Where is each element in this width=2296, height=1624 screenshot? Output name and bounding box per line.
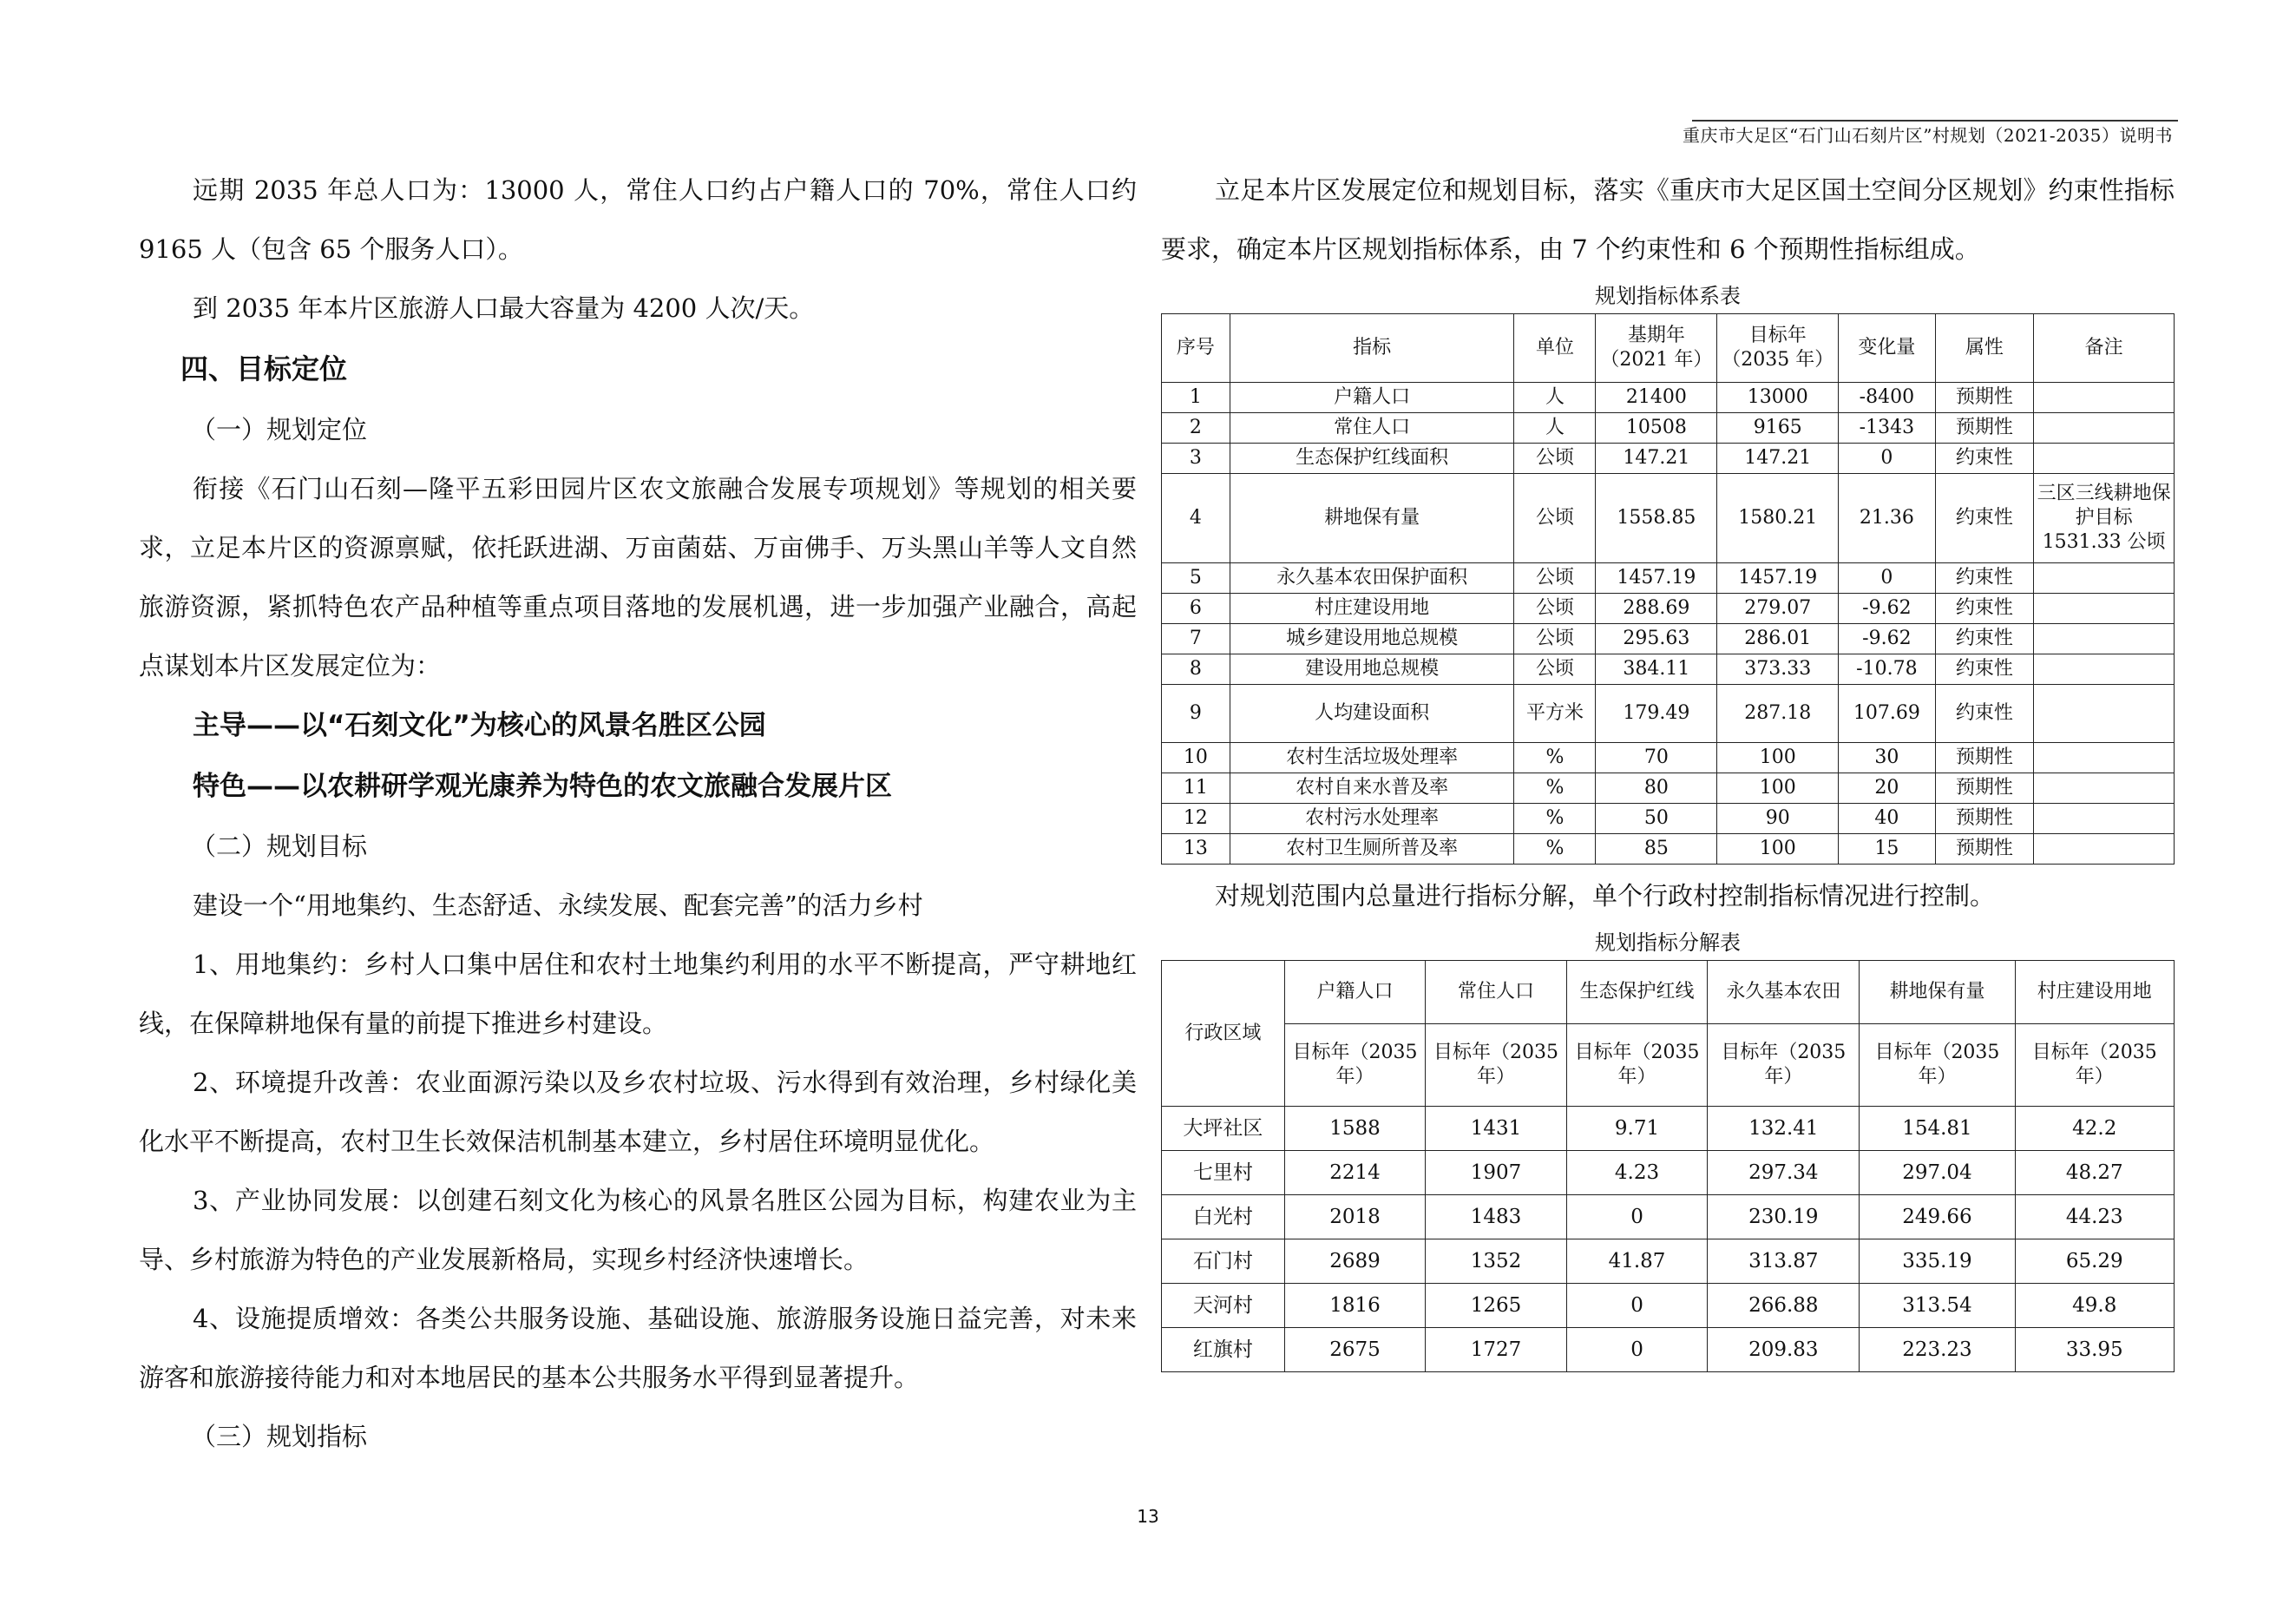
table1-cell: 13 [1162, 834, 1230, 865]
table1-cell: 2 [1162, 413, 1230, 444]
section-heading: 四、目标定位 [180, 352, 348, 385]
table2-cell: 红旗村 [1162, 1328, 1285, 1372]
table2-cell: 65.29 [2015, 1239, 2174, 1284]
table1-cell: 人 [1514, 413, 1596, 444]
table1-cell: 建设用地总规模 [1230, 654, 1514, 685]
table2-cell: 1727 [1426, 1328, 1567, 1372]
table1-cell: 100 [1717, 773, 1839, 804]
table1-row [1162, 804, 2175, 834]
table1-cell [2034, 413, 2175, 444]
table1-row [1162, 383, 2175, 413]
table1-cell: 80 [1596, 773, 1717, 804]
indicator-system-table [1161, 313, 2175, 865]
table1-cell: 预期性 [1935, 773, 2034, 804]
table2-subheader-row [1162, 1024, 2175, 1107]
table1-cell: % [1514, 743, 1596, 773]
table1-header-cell: 备注 [2034, 314, 2175, 383]
table2-header-row [1162, 961, 2175, 1024]
table1-cell [2034, 654, 2175, 685]
page-number: 13 [1137, 1506, 1159, 1527]
table1-cell: 公顷 [1514, 474, 1596, 563]
table2-subheader-cell: 目标年（2035 年） [2015, 1024, 2174, 1107]
table2-header-cell: 生态保护红线 [1566, 961, 1708, 1024]
goal-land: 1、用地集约：乡村人口集中居住和农村土地集约利用的水平不断提高，严守耕地红线，在保障耕地保有量的前提下推进乡村建设。 [139, 950, 1137, 1038]
table1-cell: 1457.19 [1717, 563, 1839, 594]
table1-cell: 人均建设面积 [1230, 685, 1514, 743]
table2-cell: 154.81 [1860, 1107, 2015, 1151]
table2-cell: 48.27 [2015, 1151, 2174, 1195]
table2-header-cell: 村庄建设用地 [2015, 961, 2174, 1024]
positioning-paragraph: 衔接《石门山石刻—隆平五彩田园片区农文旅融合发展专项规划》等规划的相关要求，立足本片区的资源禀赋，依托跃进湖、万亩菌菇、万亩佛手、万头黑山羊等人文自然旅游资源，紧抓特色农产品种植等重点项目落地的发展机遇，进一步加强产业融合，高起点谋划本片区发展定位为： [139, 474, 1137, 681]
table2-cell: 249.66 [1860, 1195, 2015, 1239]
table1-row [1162, 413, 2175, 444]
table2-cell: 1265 [1426, 1284, 1567, 1328]
table2-row [1162, 1328, 2175, 1372]
table1-header-cell: 单位 [1514, 314, 1596, 383]
goal-facilities: 4、设施提质增效：各类公共服务设施、基础设施、旅游服务设施日益完善，对未来游客和旅游接待能力和对本地居民的基本公共服务水平得到显著提升。 [139, 1304, 1137, 1392]
table1-caption: 规划指标体系表 [1595, 284, 1741, 308]
table2-cell: 4.23 [1566, 1151, 1708, 1195]
table1-cell: 287.18 [1717, 685, 1839, 743]
table2-cell: 230.19 [1708, 1195, 1860, 1239]
positioning-lead: 主导——以“石刻文化”为核心的风景名胜区公园 [193, 710, 766, 741]
table1-header-cell: 变化量 [1839, 314, 1935, 383]
table1-row [1162, 594, 2175, 624]
table1-cell: 1457.19 [1596, 563, 1717, 594]
table1-row [1162, 624, 2175, 654]
table1-cell: 耕地保有量 [1230, 474, 1514, 563]
table1-cell: -1343 [1839, 413, 1935, 444]
table2-header-cell: 常住人口 [1426, 961, 1567, 1024]
table1-cell: 20 [1839, 773, 1935, 804]
table1-cell: 107.69 [1839, 685, 1935, 743]
table2-cell: 0 [1566, 1195, 1708, 1239]
table1-header-cell: 指标 [1230, 314, 1514, 383]
table2-cell: 313.54 [1860, 1284, 2015, 1328]
table1-row [1162, 474, 2175, 563]
table1-cell: 约束性 [1935, 624, 2034, 654]
table1-cell: 11 [1162, 773, 1230, 804]
subsection-positioning: （一）规划定位 [191, 415, 368, 444]
table1-cell: % [1514, 804, 1596, 834]
table2-cell: 44.23 [2015, 1195, 2174, 1239]
table1-cell: 85 [1596, 834, 1717, 865]
table1-cell: 295.63 [1596, 624, 1717, 654]
table1-cell: 户籍人口 [1230, 383, 1514, 413]
table2-cell: 49.8 [2015, 1284, 2174, 1328]
table1-cell: 279.07 [1717, 594, 1839, 624]
table2-cell: 2018 [1284, 1195, 1426, 1239]
table2-cell: 白光村 [1162, 1195, 1285, 1239]
table1-cell: 人 [1514, 383, 1596, 413]
table1-cell: 公顷 [1514, 624, 1596, 654]
table1-cell: 预期性 [1935, 743, 2034, 773]
table1-cell: 村庄建设用地 [1230, 594, 1514, 624]
table2-subheader-cell: 目标年（2035 年） [1860, 1024, 2015, 1107]
table2-subheader-cell: 目标年（2035 年） [1708, 1024, 1860, 1107]
table1-cell: 21400 [1596, 383, 1717, 413]
table1-cell: -9.62 [1839, 624, 1935, 654]
table1-cell: 10 [1162, 743, 1230, 773]
table1-row [1162, 444, 2175, 474]
table1-cell: % [1514, 773, 1596, 804]
goal-industry: 3、产业协同发展：以创建石刻文化为核心的风景名胜区公园为目标，构建农业为主导、乡村旅游为特色的产业发展新格局，实现乡村经济快速增长。 [139, 1186, 1137, 1274]
table1-row [1162, 834, 2175, 865]
table1-cell: 城乡建设用地总规模 [1230, 624, 1514, 654]
table1-cell: 公顷 [1514, 444, 1596, 474]
table2-subheader-cell: 目标年（2035 年） [1426, 1024, 1567, 1107]
table1-cell: 农村污水处理率 [1230, 804, 1514, 834]
table1-cell: -8400 [1839, 383, 1935, 413]
right-column [1161, 161, 2175, 1372]
table2-cell: 42.2 [2015, 1107, 2174, 1151]
table1-cell: 常住人口 [1230, 413, 1514, 444]
table1-cell: 永久基本农田保护面积 [1230, 563, 1514, 594]
table1-cell: % [1514, 834, 1596, 865]
table2-row [1162, 1107, 2175, 1151]
table1-cell: 30 [1839, 743, 1935, 773]
table2-cell: 41.87 [1566, 1239, 1708, 1284]
table2-cell: 297.04 [1860, 1151, 2015, 1195]
table1-cell: 6 [1162, 594, 1230, 624]
indicator-decomposition-table [1161, 960, 2175, 1372]
subsection-goals: （二）规划目标 [191, 832, 368, 861]
table2-row [1162, 1284, 2175, 1328]
table2-row [1162, 1151, 2175, 1195]
table1-cell [2034, 383, 2175, 413]
table1-cell: 平方米 [1514, 685, 1596, 743]
table1-cell: 预期性 [1935, 834, 2034, 865]
table2-cell: 223.23 [1860, 1328, 2015, 1372]
table1-header-cell: 目标年（2035 年） [1717, 314, 1839, 383]
table2-cell: 天河村 [1162, 1284, 1285, 1328]
table1-cell: 三区三线耕地保护目标 1531.33 公顷 [2034, 474, 2175, 563]
table1-cell: 100 [1717, 834, 1839, 865]
table1-cell: 约束性 [1935, 685, 2034, 743]
table1-cell: 9165 [1717, 413, 1839, 444]
table1-row [1162, 743, 2175, 773]
table1-cell: 1580.21 [1717, 474, 1839, 563]
table2-caption: 规划指标分解表 [1595, 930, 1741, 955]
table1-cell [2034, 563, 2175, 594]
table1-cell: 约束性 [1935, 563, 2034, 594]
table2-cell: 1907 [1426, 1151, 1567, 1195]
table1-cell: 50 [1596, 804, 1717, 834]
table2-cell: 大坪社区 [1162, 1107, 1285, 1151]
table1-cell: -10.78 [1839, 654, 1935, 685]
table2-cell: 0 [1566, 1284, 1708, 1328]
table1-cell: 70 [1596, 743, 1717, 773]
goals-intro: 建设一个“用地集约、生态舒适、永续发展、配套完善”的活力乡村 [193, 891, 923, 920]
table1-cell: 9 [1162, 685, 1230, 743]
table1-header-cell: 属性 [1935, 314, 2034, 383]
table1-cell: 约束性 [1935, 474, 2034, 563]
goal-environment: 2、环境提升改善：农业面源污染以及乡农村垃圾、污水得到有效治理，乡村绿化美化水平不断提高，农村卫生长效保洁机制基本建立，乡村居住环境明显优化。 [139, 1068, 1137, 1156]
table2-cell: 七里村 [1162, 1151, 1285, 1195]
table2-subheader-cell: 目标年（2035 年） [1284, 1024, 1426, 1107]
table1-cell: 147.21 [1717, 444, 1839, 474]
table2-cell: 1588 [1284, 1107, 1426, 1151]
table1-cell [2034, 444, 2175, 474]
table1-cell: 3 [1162, 444, 1230, 474]
table1-cell: 7 [1162, 624, 1230, 654]
table2-cell: 1816 [1284, 1284, 1426, 1328]
table1-cell [2034, 685, 2175, 743]
indicators-intro: 立足本片区发展定位和规划目标，落实《重庆市大足区国土空间分区规划》约束性指标要求，确定本片区规划指标体系，由 7 个约束性和 6 个预期性指标组成。 [1161, 175, 2175, 264]
table1-cell [2034, 804, 2175, 834]
table2-cell: 石门村 [1162, 1239, 1285, 1284]
decomposition-text: 对规划范围内总量进行指标分解，单个行政村控制指标情况进行控制。 [1215, 881, 1996, 911]
table1-cell: 约束性 [1935, 444, 2034, 474]
table1-cell: 288.69 [1596, 594, 1717, 624]
table2-cell: 335.19 [1860, 1239, 2015, 1284]
running-header: 重庆市大足区“石门山石刻片区”村规划（2021-2035）说明书 [1682, 125, 2173, 146]
table1-header-cell: 序号 [1162, 314, 1230, 383]
table1-cell: 384.11 [1596, 654, 1717, 685]
table1-cell: 农村自来水普及率 [1230, 773, 1514, 804]
table1-cell: -9.62 [1839, 594, 1935, 624]
table1-cell [2034, 743, 2175, 773]
table1-cell: 5 [1162, 563, 1230, 594]
table1-cell: 1 [1162, 383, 1230, 413]
table2-header-cell: 永久基本农田 [1708, 961, 1860, 1024]
table1-row [1162, 685, 2175, 743]
table2-subheader-cell: 目标年（2035 年） [1566, 1024, 1708, 1107]
table1-header-row [1162, 314, 2175, 383]
table1-cell: 0 [1839, 563, 1935, 594]
table1-cell: 100 [1717, 743, 1839, 773]
table1-cell: 13000 [1717, 383, 1839, 413]
table2-cell: 33.95 [2015, 1328, 2174, 1372]
table1-cell: 373.33 [1717, 654, 1839, 685]
table2-cell: 9.71 [1566, 1107, 1708, 1151]
table1-cell: 90 [1717, 804, 1839, 834]
table1-cell: 约束性 [1935, 594, 2034, 624]
table1-row [1162, 654, 2175, 685]
table2-row [1162, 1195, 2175, 1239]
left-column [139, 161, 1137, 1466]
table1-cell: 21.36 [1839, 474, 1935, 563]
table1-row [1162, 773, 2175, 804]
table1-cell: 4 [1162, 474, 1230, 563]
table1-cell: 公顷 [1514, 563, 1596, 594]
table2-cell: 2689 [1284, 1239, 1426, 1284]
table1-cell: 农村卫生厕所普及率 [1230, 834, 1514, 865]
table1-cell: 40 [1839, 804, 1935, 834]
tourism-paragraph: 到 2035 年本片区旅游人口最大容量为 4200 人次/天。 [193, 293, 815, 323]
table2-cell: 0 [1566, 1328, 1708, 1372]
table2-header-cell: 耕地保有量 [1860, 961, 2015, 1024]
table1-cell [2034, 773, 2175, 804]
table1-cell: 8 [1162, 654, 1230, 685]
table1-cell: 约束性 [1935, 654, 2034, 685]
table2-cell: 1352 [1426, 1239, 1567, 1284]
table1-cell: 1558.85 [1596, 474, 1717, 563]
table2-cell: 209.83 [1708, 1328, 1860, 1372]
table1-cell [2034, 834, 2175, 865]
table1-cell: 公顷 [1514, 654, 1596, 685]
table1-cell: 生态保护红线面积 [1230, 444, 1514, 474]
table2-cell: 132.41 [1708, 1107, 1860, 1151]
table2-cell: 313.87 [1708, 1239, 1860, 1284]
table1-cell: 10508 [1596, 413, 1717, 444]
table1-cell: 0 [1839, 444, 1935, 474]
table2-region-header: 行政区域 [1162, 961, 1285, 1107]
table2-cell: 297.34 [1708, 1151, 1860, 1195]
table2-row [1162, 1239, 2175, 1284]
table1-cell: 147.21 [1596, 444, 1717, 474]
table1-cell: 15 [1839, 834, 1935, 865]
table1-cell [2034, 624, 2175, 654]
table2-cell: 266.88 [1708, 1284, 1860, 1328]
table1-cell: 286.01 [1717, 624, 1839, 654]
table1-cell: 公顷 [1514, 594, 1596, 624]
table1-cell: 预期性 [1935, 413, 2034, 444]
table2-header-cell: 户籍人口 [1284, 961, 1426, 1024]
table1-cell [2034, 594, 2175, 624]
table2-cell: 1483 [1426, 1195, 1567, 1239]
table1-cell: 农村生活垃圾处理率 [1230, 743, 1514, 773]
table1-cell: 预期性 [1935, 383, 2034, 413]
subsection-indicators: （三）规划指标 [191, 1422, 368, 1451]
population-paragraph: 远期 2035 年总人口为：13000 人，常住人口约占户籍人口的 70%，常住人口约 9165 人（包含 65 个服务人口）。 [139, 175, 1137, 264]
table1-row [1162, 563, 2175, 594]
table1-header-cell: 基期年（2021 年） [1596, 314, 1717, 383]
table2-cell: 2214 [1284, 1151, 1426, 1195]
positioning-feature: 特色——以农耕研学观光康养为特色的农文旅融合发展片区 [193, 771, 892, 802]
table2-cell: 2675 [1284, 1328, 1426, 1372]
table1-cell: 179.49 [1596, 685, 1717, 743]
table2-cell: 1431 [1426, 1107, 1567, 1151]
table1-cell: 预期性 [1935, 804, 2034, 834]
table1-cell: 12 [1162, 804, 1230, 834]
